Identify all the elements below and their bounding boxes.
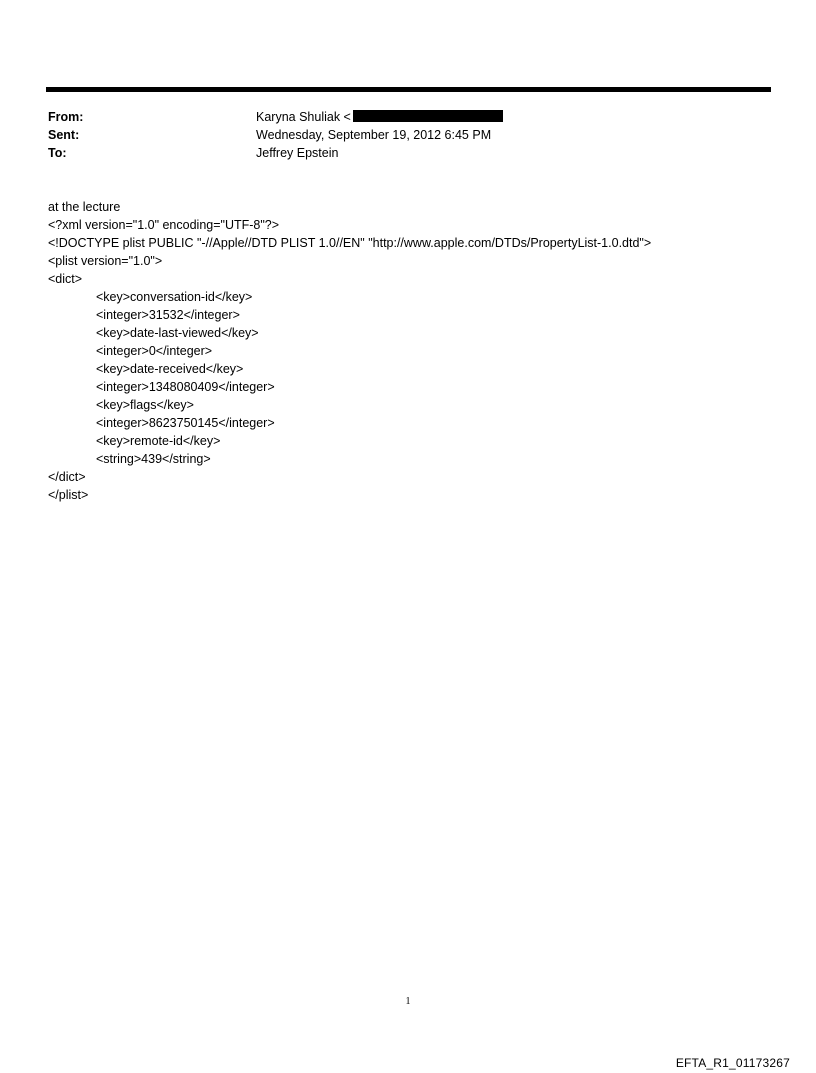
body-line: </dict> [48, 470, 86, 484]
body-line: <integer>31532</integer> [96, 308, 240, 322]
email-header [48, 108, 748, 162]
from-value [256, 108, 503, 126]
body-line: <key>remote-id</key> [96, 434, 221, 448]
body-line: <integer>0</integer> [96, 344, 213, 358]
email-body [48, 198, 768, 504]
body-line: <?xml version="1.0" encoding="UTF-8"?> [48, 218, 280, 232]
body-line: <string>439</string> [96, 452, 211, 466]
header-divider [46, 87, 771, 92]
body-line: <plist version="1.0"> [48, 254, 163, 268]
page-number: 1 [405, 996, 411, 1007]
body-line: <integer>8623750145</integer> [96, 416, 275, 430]
to-row [48, 144, 748, 162]
redaction-bar [353, 110, 503, 122]
body-line: <dict> [48, 272, 83, 286]
from-label: From: [48, 110, 84, 124]
to-label: To: [48, 146, 67, 160]
sent-label: Sent: [48, 128, 80, 142]
body-line: <key>date-last-viewed</key> [96, 326, 259, 340]
to-value: Jeffrey Epstein [256, 146, 339, 160]
from-row [48, 108, 748, 126]
body-line: <key>conversation-id</key> [96, 290, 253, 304]
body-line: <!DOCTYPE plist PUBLIC "-//Apple//DTD PLIST 1.0//EN" "http://www.apple.com/DTDs/PropertyList-1.0.dtd"> [48, 236, 652, 250]
sent-value: Wednesday, September 19, 2012 6:45 PM [256, 128, 492, 142]
body-line: at the lecture [48, 200, 121, 214]
body-line: </plist> [48, 488, 89, 502]
body-line: <integer>1348080409</integer> [96, 380, 275, 394]
document-id: EFTA_R1_01173267 [675, 1056, 790, 1070]
body-line: <key>date-received</key> [96, 362, 244, 376]
sent-row [48, 126, 748, 144]
body-line: <key>flags</key> [96, 398, 194, 412]
sender-name: Karyna Shuliak < [256, 110, 351, 124]
